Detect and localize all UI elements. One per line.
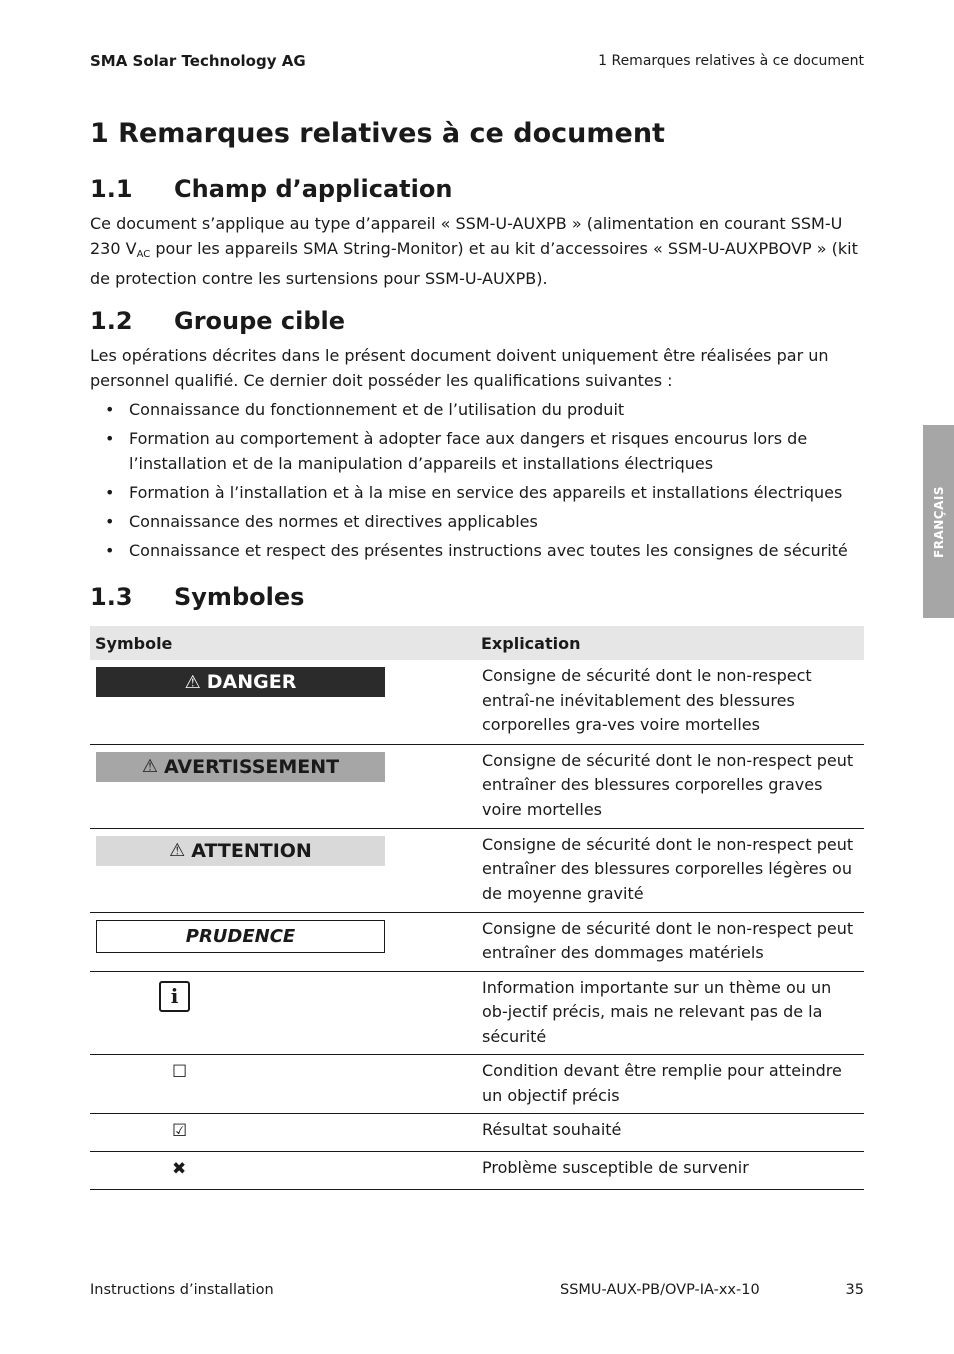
explanation-cell: Information importante sur un thème ou un ob-jectif précis, mais ne relevant pas de la sécurité <box>482 971 864 1055</box>
section-number: 1.3 <box>90 583 133 611</box>
caution-text: ATTENTION <box>191 839 312 862</box>
explanation-cell: Consigne de sécurité dont le non-respect peut entraîner des blessures corporelles graves voire mortelles <box>482 744 864 828</box>
chapter-title: 1 Remarques relatives à ce document <box>90 118 665 149</box>
notice-label: PRUDENCE <box>96 920 385 953</box>
danger-text: DANGER <box>206 671 297 693</box>
qualification-list <box>90 398 865 568</box>
table-header-row <box>90 626 864 660</box>
section-title: Champ d’application <box>174 175 453 203</box>
warning-triangle-icon: ⚠ <box>169 840 186 861</box>
section-1-1-heading <box>90 175 452 203</box>
scope-subscript: AC <box>136 248 151 260</box>
symbol-cell <box>90 744 482 828</box>
table-row <box>90 828 864 912</box>
section-title: Symboles <box>174 583 305 611</box>
header-section: 1 Remarques relatives à ce document <box>598 53 864 69</box>
list-item: • Connaissance du fonctionnement et de l’utilisation du produit <box>90 398 865 423</box>
list-item: • Formation à l’installation et à la mise en service des appareils et installations électriques <box>90 481 865 506</box>
language-side-tab <box>923 425 954 618</box>
danger-label <box>96 667 385 697</box>
warning-triangle-icon: ⚠ <box>141 756 158 777</box>
table-row <box>90 660 864 744</box>
section-number: 1.1 <box>90 175 133 203</box>
symbol-cell <box>90 1055 482 1114</box>
table-row <box>90 971 864 1055</box>
info-icon: i <box>159 981 190 1012</box>
list-item: • Connaissance et respect des présentes instructions avec toutes les consignes de sécurité <box>90 539 865 564</box>
explanation-cell: Consigne de sécurité dont le non-respect peut entraîner des dommages matériels <box>482 912 864 971</box>
explanation-cell: Consigne de sécurité dont le non-respect peut entraîner des blessures corporelles légères ou de moyenne gravité <box>482 828 864 912</box>
footer-doc-type: Instructions d’installation <box>90 1282 274 1298</box>
warning-label <box>96 752 385 782</box>
symbol-cell <box>90 971 482 1055</box>
explanation-cell: Consigne de sécurité dont le non-respect entraî-ne inévitablement des blessures corporelles gra-ves voire mortelles <box>482 660 864 744</box>
empty-checkbox-icon: ☐ <box>172 1062 188 1082</box>
symbol-cell <box>90 660 482 744</box>
cross-icon: ✖ <box>172 1159 187 1179</box>
language-label: FRANÇAIS <box>931 485 946 558</box>
symbol-cell <box>90 828 482 912</box>
footer-doc-code: SSMU-AUX-PB/OVP-IA-xx-10 <box>560 1282 760 1298</box>
page-number: 35 <box>845 1282 864 1298</box>
col-symbol-header: Symbole <box>95 633 173 653</box>
list-item: • Connaissance des normes et directives applicables <box>90 510 865 535</box>
scope-paragraph <box>90 212 865 292</box>
header-company: SMA Solar Technology AG <box>90 52 306 70</box>
section-1-2-heading <box>90 307 345 335</box>
symbols-table <box>90 626 864 1190</box>
symbol-cell <box>90 1152 482 1190</box>
symbol-cell <box>90 1114 482 1152</box>
scope-text-a: Ce document s’applique au type d’appareil « SSM-U-AUXPB » (alimentation en courant SSM-U 230 V <box>90 214 843 258</box>
table-row <box>90 744 864 828</box>
table-row <box>90 1152 864 1190</box>
checked-box-icon: ☑ <box>172 1121 188 1141</box>
target-group-intro: Les opérations décrites dans le présent document doivent uniquement être réalisées par un personnel qualifié. Ce dernier doit posséder les qualifications suivantes : <box>90 346 829 390</box>
section-title: Groupe cible <box>174 307 346 335</box>
table-row <box>90 1055 864 1114</box>
symbol-cell <box>90 912 482 971</box>
table-row <box>90 912 864 971</box>
caution-label <box>96 836 385 866</box>
table-row <box>90 1114 864 1152</box>
section-1-3-heading <box>90 583 304 611</box>
explanation-cell: Condition devant être remplie pour atteindre un objectif précis <box>482 1055 864 1114</box>
list-item: • Formation au comportement à adopter face aux dangers et risques encourus lors de l’installation et de la manipulation d’appareils et installations électriques <box>90 427 865 476</box>
warning-text: AVERTISSEMENT <box>163 755 340 778</box>
explanation-cell: Problème susceptible de survenir <box>482 1152 864 1190</box>
warning-triangle-icon: ⚠ <box>184 671 201 693</box>
col-explication-header: Explication <box>481 633 581 653</box>
section-number: 1.2 <box>90 307 133 335</box>
scope-text-b: pour les appareils SMA String-Monitor) et au kit d’accessoires « SSM-U-AUXPBOVP » (kit de protection contre les surtensions pour SSM-U-AUXPB). <box>90 238 858 288</box>
explanation-cell: Résultat souhaité <box>482 1114 864 1152</box>
table-header <box>90 626 864 660</box>
